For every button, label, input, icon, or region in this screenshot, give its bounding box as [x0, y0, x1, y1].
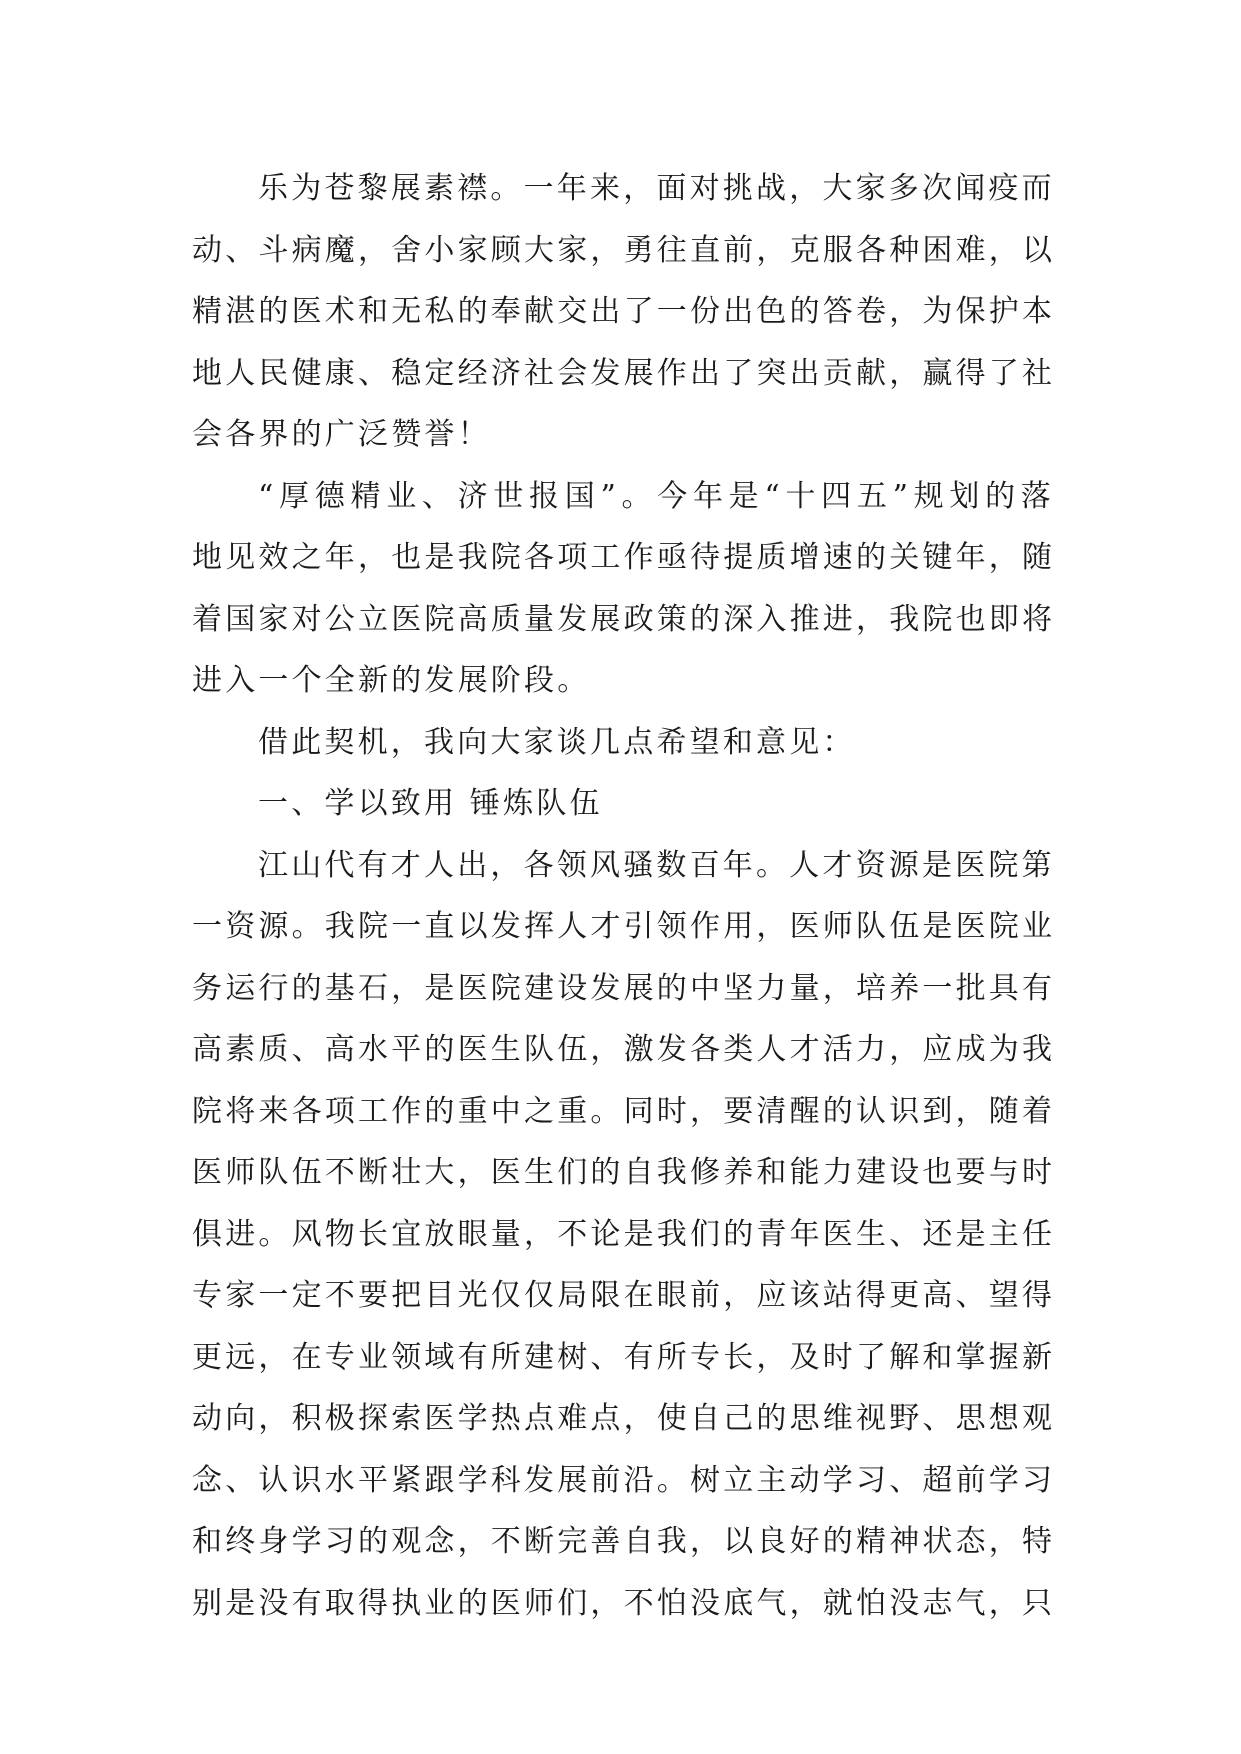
text-line: 着国家对公立医院高质量发展政策的深入推进，我院也即将	[192, 601, 1056, 637]
text-line: 精湛的医术和无私的奉献交出了一份出色的答卷，为保护本	[192, 294, 1056, 329]
text-line: 动向，积极探索医学热点难点，使自己的思维视野、思想观	[192, 1401, 1056, 1436]
text-line: 更远，在专业领域有所建树、有所专长，及时了解和掌握新	[192, 1339, 1056, 1375]
text-line: “厚德精业、济世报国”。今年是“十四五”规划的落	[258, 478, 1054, 514]
document-body	[192, 158, 1054, 1634]
text-line: 高素质、高水平的医生队伍，激发各类人才活力，应成为我	[192, 1032, 1056, 1067]
paragraph	[192, 835, 1054, 1635]
text-line: 动、斗病魔，舍小家顾大家，勇往直前，克服各种困难，以	[192, 232, 1056, 268]
text-line: 进入一个全新的发展阶段。	[192, 663, 591, 698]
section-heading	[192, 773, 1054, 835]
text-line: 别是没有取得执业的医师们，不怕没底气，就怕没志气，只	[192, 1585, 1056, 1621]
text-line: 乐为苍黎展素襟。一年来，面对挑战，大家多次闻疫而	[258, 171, 1055, 206]
text-line: 地见效之年，也是我院各项工作亟待提质增速的关键年，随	[192, 540, 1056, 575]
text-line: 会各界的广泛赞誉！	[192, 417, 491, 452]
text-line: 一资源。我院一直以发挥人才引领作用，医师队伍是医院业	[192, 909, 1056, 944]
text-line: 地人民健康、稳定经济社会发展作出了突出贡献，赢得了社	[192, 355, 1056, 391]
text-line: 念、认识水平紧跟学科发展前沿。树立主动学习、超前学习	[192, 1462, 1056, 1498]
text-line: 俱进。风物长宜放眼量，不论是我们的青年医生、还是主任	[192, 1216, 1056, 1252]
paragraph	[192, 158, 1054, 466]
paragraph	[192, 466, 1054, 712]
text-line: 借此契机，我向大家谈几点希望和意见：	[258, 724, 856, 760]
heading-text: 一、学以致用 锤炼队伍	[258, 786, 603, 821]
text-line: 和终身学习的观念，不断完善自我，以良好的精神状态，特	[192, 1524, 1056, 1559]
text-line: 江山代有才人出，各领风骚数百年。人才资源是医院第	[258, 847, 1055, 883]
paragraph	[192, 712, 1054, 774]
text-line: 专家一定不要把目光仅仅局限在眼前，应该站得更高、望得	[192, 1278, 1056, 1313]
text-line: 务运行的基石，是医院建设发展的中坚力量，培养一批具有	[192, 970, 1056, 1006]
text-line: 医师队伍不断壮大，医生们的自我修养和能力建设也要与时	[192, 1155, 1056, 1190]
text-line: 院将来各项工作的重中之重。同时，要清醒的认识到，随着	[192, 1093, 1056, 1129]
